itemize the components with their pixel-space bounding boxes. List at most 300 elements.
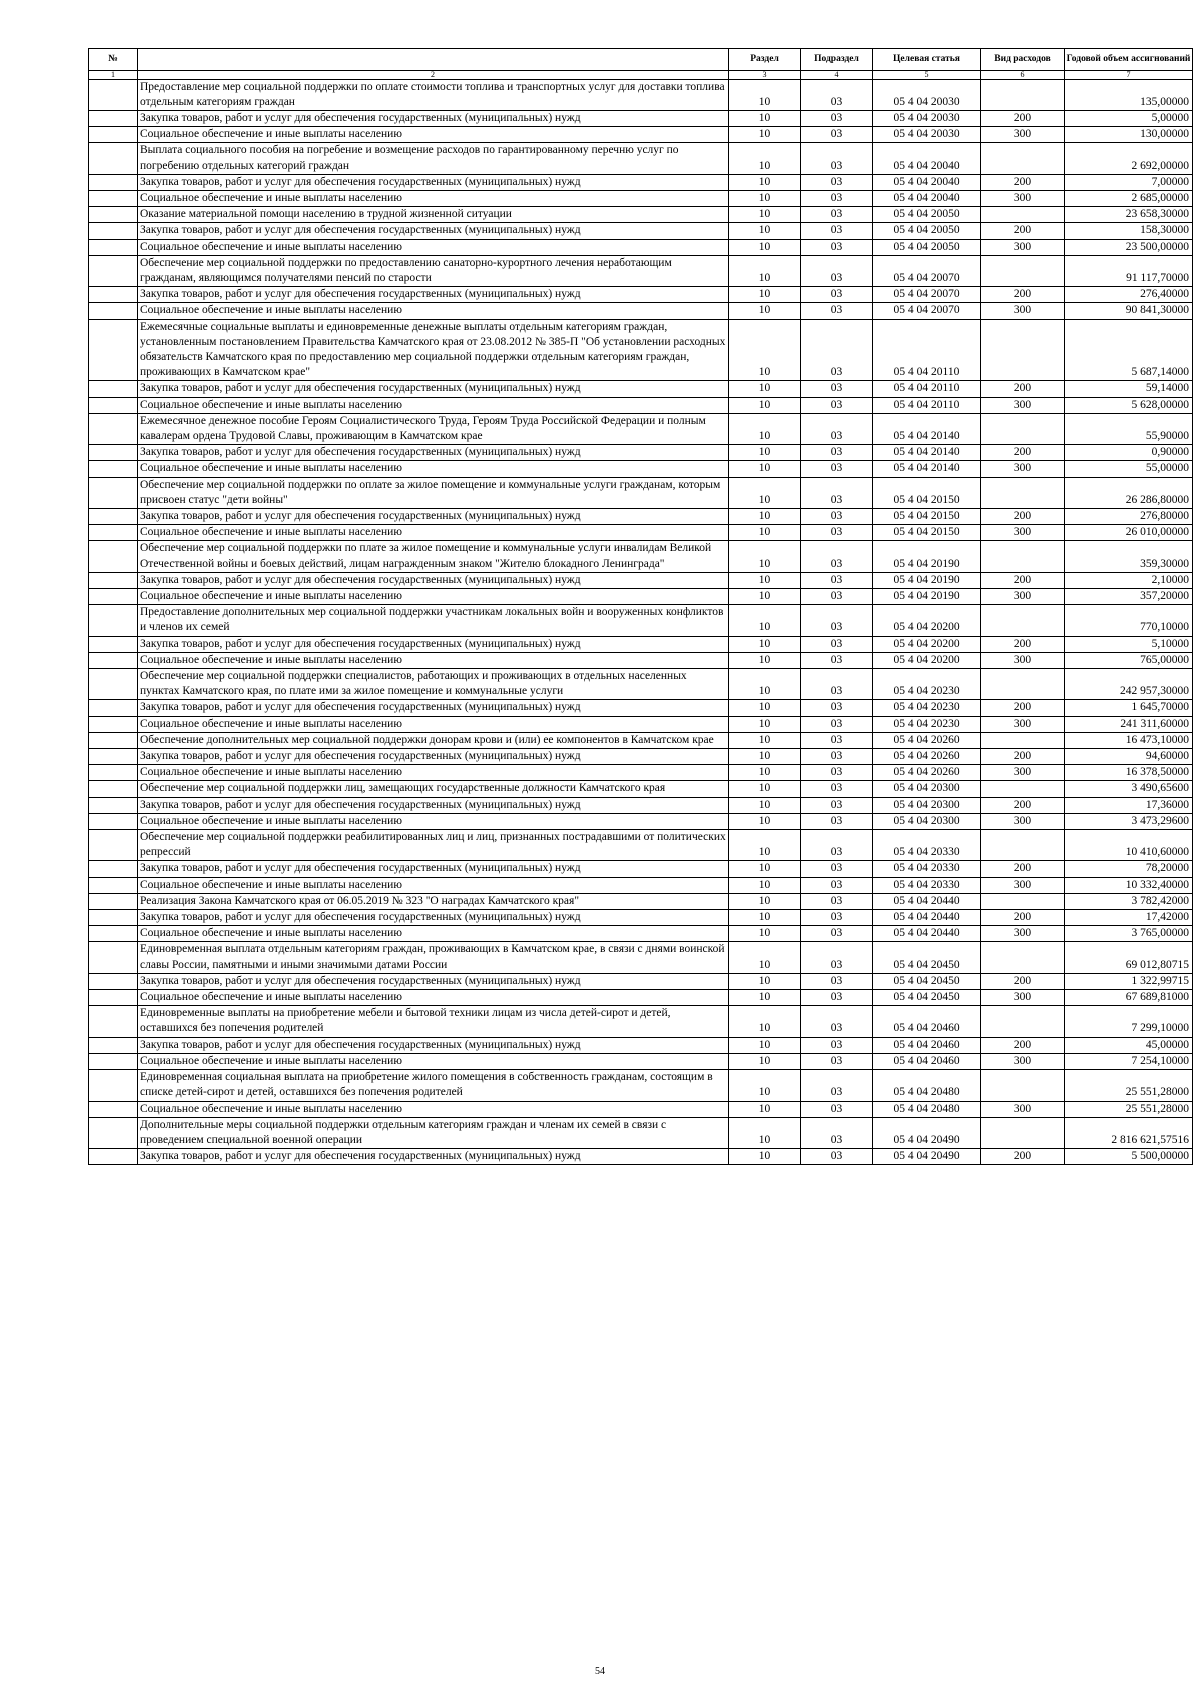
row-section-cell: 10 [729,79,801,110]
row-name-cell: Обеспечение мер социальной поддержки лиц, замещающих государственные должности Камчатского края [138,781,729,797]
row-section-cell: 10 [729,589,801,605]
row-name-cell: Закупка товаров, работ и услуг для обеспечения государственных (муниципальных) нужд [138,110,729,126]
row-type-cell [981,143,1065,174]
row-amount-cell: 10 332,40000 [1065,877,1193,893]
row-name-cell: Социальное обеспечение и иные выплаты населению [138,1053,729,1069]
row-name-cell: Выплата социального пособия на погребение и возмещение расходов по гарантированному перечню услуг по погребению отдельных категорий граждан [138,143,729,174]
table-row [89,303,1193,319]
column-index-cell: 2 [138,71,729,80]
table-row [89,190,1193,206]
row-subsection-cell: 03 [801,319,873,381]
table-row [89,223,1193,239]
row-article-cell: 05 4 04 20070 [873,303,981,319]
row-section-cell: 10 [729,1117,801,1148]
row-num-cell [89,143,138,174]
row-type-cell: 300 [981,990,1065,1006]
row-num-cell [89,1053,138,1069]
row-type-cell: 200 [981,861,1065,877]
row-type-cell: 200 [981,110,1065,126]
table-row [89,830,1193,861]
row-section-cell: 10 [729,223,801,239]
row-amount-cell: 23 658,30000 [1065,207,1193,223]
row-name-cell: Социальное обеспечение и иные выплаты населению [138,877,729,893]
row-num-cell [89,110,138,126]
row-name-cell: Реализация Закона Камчатского края от 06.05.2019 № 323 "О наградах Камчатского края" [138,893,729,909]
row-section-cell: 10 [729,287,801,303]
row-amount-cell: 26 286,80000 [1065,477,1193,508]
row-amount-cell: 25 551,28000 [1065,1101,1193,1117]
header-amount: Годовой объем ассигнований [1065,49,1193,71]
table-row [89,765,1193,781]
row-section-cell: 10 [729,477,801,508]
row-amount-cell: 130,00000 [1065,127,1193,143]
row-subsection-cell: 03 [801,1037,873,1053]
column-index-cell: 3 [729,71,801,80]
row-num-cell [89,239,138,255]
row-name-cell: Единовременная выплата отдельным категориям граждан, проживающих в Камчатском крае, в связи с днями воинской славы России, памятными и иными значимыми датами России [138,942,729,973]
table-row [89,239,1193,255]
row-amount-cell: 1 645,70000 [1065,700,1193,716]
row-name-cell: Социальное обеспечение и иные выплаты населению [138,813,729,829]
row-num-cell [89,700,138,716]
row-section-cell: 10 [729,303,801,319]
row-article-cell: 05 4 04 20230 [873,669,981,700]
row-type-cell: 300 [981,397,1065,413]
table-row [89,893,1193,909]
row-type-cell [981,541,1065,572]
row-num-cell [89,79,138,110]
row-type-cell: 200 [981,287,1065,303]
row-article-cell: 05 4 04 20070 [873,255,981,286]
row-amount-cell: 17,42000 [1065,910,1193,926]
row-section-cell: 10 [729,1101,801,1117]
row-num-cell [89,797,138,813]
row-amount-cell: 359,30000 [1065,541,1193,572]
row-section-cell: 10 [729,190,801,206]
row-section-cell: 10 [729,445,801,461]
row-name-cell: Социальное обеспечение и иные выплаты населению [138,461,729,477]
row-article-cell: 05 4 04 20230 [873,700,981,716]
row-type-cell [981,207,1065,223]
row-section-cell: 10 [729,797,801,813]
table-row [89,445,1193,461]
column-index-cell: 7 [1065,71,1193,80]
row-subsection-cell: 03 [801,781,873,797]
column-index-cell: 4 [801,71,873,80]
row-type-cell: 200 [981,797,1065,813]
row-amount-cell: 26 010,00000 [1065,525,1193,541]
row-subsection-cell: 03 [801,1070,873,1101]
row-article-cell: 05 4 04 20480 [873,1070,981,1101]
row-num-cell [89,174,138,190]
row-name-cell: Закупка товаров, работ и услуг для обеспечения государственных (муниципальных) нужд [138,861,729,877]
row-article-cell: 05 4 04 20450 [873,973,981,989]
table-row [89,79,1193,110]
column-index-cell: 5 [873,71,981,80]
row-subsection-cell: 03 [801,636,873,652]
row-subsection-cell: 03 [801,749,873,765]
row-amount-cell: 357,20000 [1065,589,1193,605]
row-amount-cell: 158,30000 [1065,223,1193,239]
row-section-cell: 10 [729,942,801,973]
row-amount-cell: 69 012,80715 [1065,942,1193,973]
row-article-cell: 05 4 04 20040 [873,174,981,190]
row-type-cell [981,893,1065,909]
row-num-cell [89,413,138,444]
budget-table [88,48,1193,1165]
row-article-cell: 05 4 04 20040 [873,190,981,206]
row-type-cell: 300 [981,1053,1065,1069]
row-subsection-cell: 03 [801,861,873,877]
table-row [89,477,1193,508]
row-name-cell: Социальное обеспечение и иные выплаты населению [138,1101,729,1117]
row-article-cell: 05 4 04 20450 [873,942,981,973]
row-type-cell: 200 [981,1037,1065,1053]
row-type-cell: 300 [981,190,1065,206]
row-article-cell: 05 4 04 20110 [873,381,981,397]
table-row [89,413,1193,444]
row-section-cell: 10 [729,572,801,588]
row-name-cell: Социальное обеспечение и иные выплаты населению [138,397,729,413]
row-subsection-cell: 03 [801,190,873,206]
row-subsection-cell: 03 [801,910,873,926]
row-amount-cell: 10 410,60000 [1065,830,1193,861]
row-name-cell: Обеспечение дополнительных мер социальной поддержки донорам крови и (или) ее компонентов в Камчатском крае [138,732,729,748]
table-row [89,1053,1193,1069]
row-section-cell: 10 [729,700,801,716]
header-section: Раздел [729,49,801,71]
row-subsection-cell: 03 [801,508,873,524]
row-type-cell [981,781,1065,797]
row-amount-cell: 276,40000 [1065,287,1193,303]
row-amount-cell: 90 841,30000 [1065,303,1193,319]
row-amount-cell: 5,00000 [1065,110,1193,126]
row-amount-cell: 55,90000 [1065,413,1193,444]
table-row [89,942,1193,973]
row-section-cell: 10 [729,110,801,126]
row-amount-cell: 2,10000 [1065,572,1193,588]
header-article: Целевая статья [873,49,981,71]
row-type-cell: 200 [981,174,1065,190]
row-num-cell [89,397,138,413]
row-name-cell: Закупка товаров, работ и услуг для обеспечения государственных (муниципальных) нужд [138,636,729,652]
row-num-cell [89,508,138,524]
row-section-cell: 10 [729,207,801,223]
row-name-cell: Закупка товаров, работ и услуг для обеспечения государственных (муниципальных) нужд [138,287,729,303]
row-name-cell: Обеспечение мер социальной поддержки специалистов, работающих и проживающих в отдельных населенных пунктах Камчатского края, по плате ими за жилое помещение и коммунальные услуги [138,669,729,700]
row-section-cell: 10 [729,397,801,413]
row-subsection-cell: 03 [801,605,873,636]
row-section-cell: 10 [729,381,801,397]
row-num-cell [89,669,138,700]
row-section-cell: 10 [729,508,801,524]
row-subsection-cell: 03 [801,877,873,893]
row-name-cell: Закупка товаров, работ и услуг для обеспечения государственных (муниципальных) нужд [138,572,729,588]
row-type-cell: 200 [981,223,1065,239]
row-num-cell [89,749,138,765]
row-subsection-cell: 03 [801,797,873,813]
row-article-cell: 05 4 04 20150 [873,477,981,508]
row-section-cell: 10 [729,973,801,989]
row-type-cell: 300 [981,239,1065,255]
table-row [89,926,1193,942]
column-index-cell: 1 [89,71,138,80]
table-row [89,1117,1193,1148]
row-num-cell [89,605,138,636]
row-num-cell [89,572,138,588]
row-subsection-cell: 03 [801,716,873,732]
table-row [89,1006,1193,1037]
row-article-cell: 05 4 04 20070 [873,287,981,303]
row-amount-cell: 55,00000 [1065,461,1193,477]
row-num-cell [89,636,138,652]
row-article-cell: 05 4 04 20440 [873,910,981,926]
row-num-cell [89,830,138,861]
row-type-cell: 300 [981,1101,1065,1117]
row-amount-cell: 59,14000 [1065,381,1193,397]
row-num-cell [89,893,138,909]
row-amount-cell: 135,00000 [1065,79,1193,110]
table-row [89,652,1193,668]
row-article-cell: 05 4 04 20050 [873,207,981,223]
header-row [89,49,1193,71]
row-section-cell: 10 [729,893,801,909]
row-amount-cell: 7 299,10000 [1065,1006,1193,1037]
row-article-cell: 05 4 04 20050 [873,223,981,239]
row-article-cell: 05 4 04 20260 [873,732,981,748]
row-subsection-cell: 03 [801,1101,873,1117]
row-num-cell [89,541,138,572]
table-row [89,700,1193,716]
row-subsection-cell: 03 [801,127,873,143]
table-row [89,319,1193,381]
row-subsection-cell: 03 [801,207,873,223]
row-num-cell [89,589,138,605]
row-section-cell: 10 [729,255,801,286]
row-section-cell: 10 [729,877,801,893]
table-row [89,207,1193,223]
row-name-cell: Закупка товаров, работ и услуг для обеспечения государственных (муниципальных) нужд [138,910,729,926]
table-row [89,1070,1193,1101]
row-num-cell [89,1006,138,1037]
row-num-cell [89,926,138,942]
table-row [89,1037,1193,1053]
row-type-cell [981,605,1065,636]
row-num-cell [89,207,138,223]
row-type-cell: 200 [981,700,1065,716]
row-amount-cell: 0,90000 [1065,445,1193,461]
row-subsection-cell: 03 [801,765,873,781]
row-name-cell: Предоставление дополнительных мер социальной поддержки участникам локальных войн и вооруженных конфликтов и членов их семей [138,605,729,636]
row-num-cell [89,319,138,381]
row-type-cell [981,413,1065,444]
row-name-cell: Социальное обеспечение и иные выплаты населению [138,926,729,942]
row-article-cell: 05 4 04 20460 [873,1053,981,1069]
row-type-cell [981,79,1065,110]
row-amount-cell: 7,00000 [1065,174,1193,190]
row-subsection-cell: 03 [801,589,873,605]
row-article-cell: 05 4 04 20110 [873,319,981,381]
row-subsection-cell: 03 [801,110,873,126]
row-type-cell: 300 [981,813,1065,829]
table-row [89,749,1193,765]
row-amount-cell: 2 685,00000 [1065,190,1193,206]
row-num-cell [89,1037,138,1053]
row-section-cell: 10 [729,541,801,572]
row-article-cell: 05 4 04 20440 [873,926,981,942]
row-subsection-cell: 03 [801,397,873,413]
row-type-cell [981,319,1065,381]
row-name-cell: Социальное обеспечение и иные выплаты населению [138,127,729,143]
row-type-cell [981,732,1065,748]
table-row [89,1149,1193,1165]
row-type-cell: 200 [981,749,1065,765]
row-article-cell: 05 4 04 20200 [873,605,981,636]
row-subsection-cell: 03 [801,525,873,541]
row-type-cell [981,942,1065,973]
row-name-cell: Оказание материальной помощи населению в трудной жизненной ситуации [138,207,729,223]
row-name-cell: Ежемесячное денежное пособие Героям Социалистического Труда, Героям Труда Российской Федерации и полным кавалерам ордена Трудовой Славы, проживающим в Камчатском крае [138,413,729,444]
row-type-cell: 200 [981,572,1065,588]
row-type-cell: 200 [981,910,1065,926]
row-type-cell: 200 [981,445,1065,461]
row-subsection-cell: 03 [801,893,873,909]
row-num-cell [89,1149,138,1165]
table-row [89,813,1193,829]
row-num-cell [89,127,138,143]
row-type-cell [981,1006,1065,1037]
row-amount-cell: 67 689,81000 [1065,990,1193,1006]
row-section-cell: 10 [729,716,801,732]
row-name-cell: Единовременная социальная выплата на приобретение жилого помещения в собственность гражданам, состоящим в списке детей-сирот и детей, оставшихся без попечения родителей [138,1070,729,1101]
row-subsection-cell: 03 [801,572,873,588]
row-section-cell: 10 [729,143,801,174]
row-type-cell: 300 [981,652,1065,668]
row-type-cell [981,255,1065,286]
row-type-cell [981,1070,1065,1101]
row-amount-cell: 276,80000 [1065,508,1193,524]
row-num-cell [89,942,138,973]
table-row [89,797,1193,813]
row-name-cell: Закупка товаров, работ и услуг для обеспечения государственных (муниципальных) нужд [138,797,729,813]
row-section-cell: 10 [729,830,801,861]
row-article-cell: 05 4 04 20140 [873,445,981,461]
row-article-cell: 05 4 04 20300 [873,797,981,813]
row-name-cell: Закупка товаров, работ и услуг для обеспечения государственных (муниципальных) нужд [138,1149,729,1165]
row-name-cell: Социальное обеспечение и иные выплаты населению [138,716,729,732]
table-row [89,716,1193,732]
row-article-cell: 05 4 04 20030 [873,127,981,143]
row-name-cell: Закупка товаров, работ и услуг для обеспечения государственных (муниципальных) нужд [138,445,729,461]
row-amount-cell: 5 628,00000 [1065,397,1193,413]
row-subsection-cell: 03 [801,255,873,286]
row-name-cell: Закупка товаров, работ и услуг для обеспечения государственных (муниципальных) нужд [138,700,729,716]
row-subsection-cell: 03 [801,287,873,303]
row-amount-cell: 2 692,00000 [1065,143,1193,174]
row-name-cell: Социальное обеспечение и иные выплаты населению [138,190,729,206]
header-subsection: Подраздел [801,49,873,71]
row-section-cell: 10 [729,861,801,877]
row-subsection-cell: 03 [801,732,873,748]
row-article-cell: 05 4 04 20330 [873,877,981,893]
row-name-cell: Социальное обеспечение и иные выплаты населению [138,589,729,605]
row-article-cell: 05 4 04 20190 [873,572,981,588]
row-amount-cell: 242 957,30000 [1065,669,1193,700]
row-subsection-cell: 03 [801,174,873,190]
row-num-cell [89,445,138,461]
row-subsection-cell: 03 [801,669,873,700]
table-row [89,910,1193,926]
row-num-cell [89,1070,138,1101]
row-num-cell [89,910,138,926]
row-subsection-cell: 03 [801,830,873,861]
row-section-cell: 10 [729,652,801,668]
table-row [89,397,1193,413]
row-name-cell: Обеспечение мер социальной поддержки реабилитированных лиц и лиц, признанных пострадавшими от политических репрессий [138,830,729,861]
row-subsection-cell: 03 [801,381,873,397]
row-section-cell: 10 [729,1053,801,1069]
row-subsection-cell: 03 [801,303,873,319]
row-num-cell [89,477,138,508]
row-amount-cell: 16 378,50000 [1065,765,1193,781]
table-row [89,287,1193,303]
row-amount-cell: 3 765,00000 [1065,926,1193,942]
row-section-cell: 10 [729,605,801,636]
row-subsection-cell: 03 [801,990,873,1006]
row-section-cell: 10 [729,765,801,781]
row-subsection-cell: 03 [801,926,873,942]
row-subsection-cell: 03 [801,973,873,989]
row-article-cell: 05 4 04 20460 [873,1006,981,1037]
table-row [89,572,1193,588]
table-row [89,127,1193,143]
row-amount-cell: 765,00000 [1065,652,1193,668]
row-amount-cell: 45,00000 [1065,1037,1193,1053]
row-type-cell: 300 [981,765,1065,781]
row-name-cell: Социальное обеспечение и иные выплаты населению [138,652,729,668]
row-type-cell: 300 [981,127,1065,143]
row-num-cell [89,765,138,781]
row-num-cell [89,303,138,319]
row-num-cell [89,255,138,286]
row-article-cell: 05 4 04 20200 [873,652,981,668]
table-row [89,973,1193,989]
row-article-cell: 05 4 04 20480 [873,1101,981,1117]
row-amount-cell: 1 322,99715 [1065,973,1193,989]
table-row [89,1101,1193,1117]
table-row [89,781,1193,797]
row-name-cell: Закупка товаров, работ и услуг для обеспечения государственных (муниципальных) нужд [138,749,729,765]
row-name-cell: Социальное обеспечение и иные выплаты населению [138,990,729,1006]
row-subsection-cell: 03 [801,700,873,716]
column-index-row [89,71,1193,80]
row-name-cell: Социальное обеспечение и иные выплаты населению [138,765,729,781]
row-num-cell [89,1101,138,1117]
row-amount-cell: 3 473,29600 [1065,813,1193,829]
row-article-cell: 05 4 04 20150 [873,525,981,541]
table-row [89,381,1193,397]
row-section-cell: 10 [729,127,801,143]
row-article-cell: 05 4 04 20260 [873,765,981,781]
row-amount-cell: 3 782,42000 [1065,893,1193,909]
row-article-cell: 05 4 04 20040 [873,143,981,174]
row-article-cell: 05 4 04 20030 [873,79,981,110]
table-row [89,589,1193,605]
row-type-cell: 300 [981,303,1065,319]
table-row [89,877,1193,893]
row-section-cell: 10 [729,413,801,444]
row-section-cell: 10 [729,813,801,829]
